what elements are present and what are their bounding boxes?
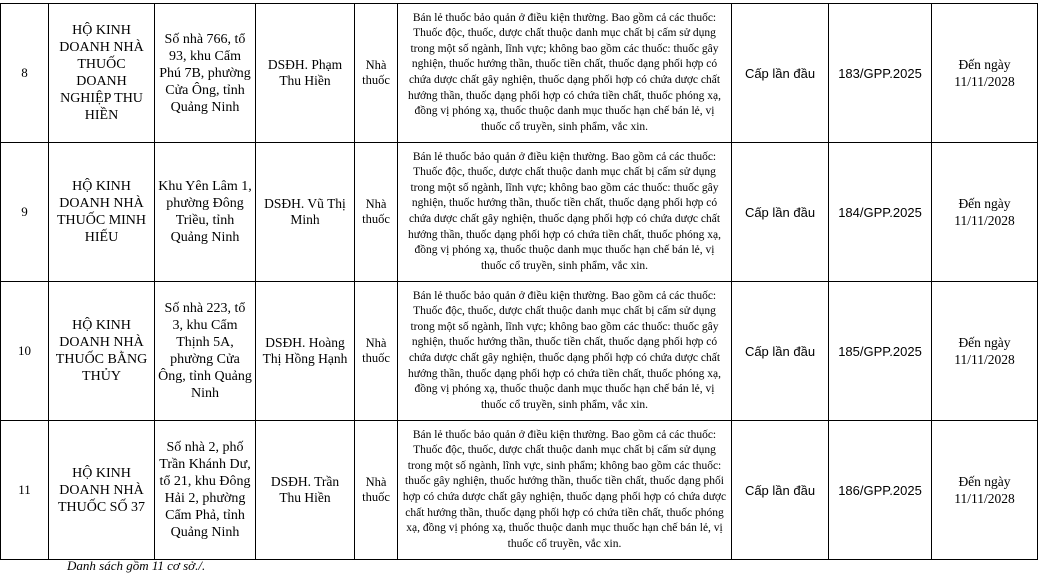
business-scope: Bán lẻ thuốc bảo quản ở điều kiện thường. Bao gồm cả các thuốc: Thuốc độc, thuốc, dược chất thuộc danh mục chất bị cấm sử dụng trong một số ngành, lĩnh vực; không bao gồm các thuốc: thuốc gây nghiện, thuốc hướng thần, thuốc tiền chất, thuốc dạng phối hợp có chứa dược chất gây nghiện, thuốc dạng phối hợp có chứa dược chất hướng thần, thuốc dạng phối hợp có chứa tiền chất, thuốc phóng xạ, đồng vị phóng xạ, thuốc thuộc danh mục thuốc hạn chế bán lẻ, vị thuốc cổ truyền, sinh phẩm, vắc xin. <box>398 4 732 143</box>
validity-date: Đến ngày 11/11/2028 <box>932 4 1038 143</box>
row-number: 9 <box>1 143 49 282</box>
issue-status: Cấp lần đầu <box>732 143 829 282</box>
business-scope: Bán lẻ thuốc bảo quản ở điều kiện thường. Bao gồm cả các thuốc: Thuốc độc, thuốc, dược chất thuộc danh mục chất bị cấm sử dụng trong một số ngành, lĩnh vực; không bao gồm các thuốc: thuốc gây nghiện, thuốc hướng thần, thuốc tiền chất, thuốc dạng phối hợp có chứa dược chất gây nghiện, thuốc dạng phối hợp có chứa dược chất hướng thần, thuốc dạng phối hợp có chứa tiền chất, thuốc phóng xạ, đồng vị phóng xạ, thuốc thuộc danh mục thuốc hạn chế bán lẻ, vị thuốc cổ truyền, sinh phẩm, vắc xin. <box>398 143 732 282</box>
issue-status: Cấp lần đầu <box>732 421 829 560</box>
table-row <box>1 4 1038 143</box>
table-row <box>1 421 1038 560</box>
business-address: Số nhà 766, tổ 93, khu Cẩm Phú 7B, phường Cửa Ông, tỉnh Quảng Ninh <box>155 4 256 143</box>
issue-status: Cấp lần đầu <box>732 282 829 421</box>
business-name: HỘ KINH DOANH NHÀ THUỐC BẰNG THỦY <box>49 282 155 421</box>
responsible-pharmacist: DSĐH. Vũ Thị Minh <box>256 143 355 282</box>
business-type: Nhà thuốc <box>355 282 398 421</box>
business-address: Số nhà 2, phố Trần Khánh Dư, tổ 21, khu Đông Hải 2, phường Cẩm Phả, tỉnh Quảng Ninh <box>155 421 256 560</box>
business-type: Nhà thuốc <box>355 143 398 282</box>
certificate-number: 184/GPP.2025 <box>829 143 932 282</box>
responsible-pharmacist: DSĐH. Phạm Thu Hiền <box>256 4 355 143</box>
business-scope: Bán lẻ thuốc bảo quản ở điều kiện thường. Bao gồm cả các thuốc: Thuốc độc, thuốc, dược chất thuộc danh mục chất bị cấm sử dụng trong một số ngành, lĩnh vực; không bao gồm các thuốc: thuốc gây nghiện, thuốc hướng thần, thuốc tiền chất, thuốc dạng phối hợp có chứa dược chất gây nghiện, thuốc dạng phối hợp có chứa dược chất hướng thần, thuốc dạng phối hợp có chứa tiền chất, thuốc phóng xạ, đồng vị phóng xạ, thuốc thuộc danh mục thuốc hạn chế bán lẻ, vị thuốc cổ truyền, sinh phẩm, vắc xin. <box>398 282 732 421</box>
table-row <box>1 143 1038 282</box>
certificate-number: 186/GPP.2025 <box>829 421 932 560</box>
business-address: Số nhà 223, tổ 3, khu Cẩm Thịnh 5A, phường Cửa Ông, tỉnh Quảng Ninh <box>155 282 256 421</box>
business-type: Nhà thuốc <box>355 421 398 560</box>
table-row <box>1 282 1038 421</box>
row-number: 10 <box>1 282 49 421</box>
business-scope: Bán lẻ thuốc bảo quản ở điều kiện thường. Bao gồm cả các thuốc: Thuốc độc, thuốc, dược chất thuộc danh mục chất bị cấm sử dụng trong một số ngành, lĩnh vực, sinh phẩm; không bao gồm các thuốc: thuốc gây nghiện, thuốc hướng thần, thuốc tiền chất, thuốc dạng phối hợp có chứa dược chất gây nghiện, thuốc dạng phối hợp có chứa dược chất hướng thần, thuốc dạng phối hợp có chứa tiền chất, thuốc phóng xạ, đồng vị phóng xạ, thuốc thuộc danh mục thuốc hạn chế bán lẻ, vị thuốc cổ truyền, vắc xin. <box>398 421 732 560</box>
issue-status: Cấp lần đầu <box>732 4 829 143</box>
validity-date: Đến ngày 11/11/2028 <box>932 143 1038 282</box>
business-name: HỘ KINH DOANH NHÀ THUỐC SỐ 37 <box>49 421 155 560</box>
pharmacy-license-table <box>0 3 1038 560</box>
business-name: HỘ KINH DOANH NHÀ THUỐC MINH HIẾU <box>49 143 155 282</box>
business-address: Khu Yên Lâm 1, phường Đông Triều, tỉnh Quảng Ninh <box>155 143 256 282</box>
business-name: HỘ KINH DOANH NHÀ THUỐC DOANH NGHIỆP THU HIỀN <box>49 4 155 143</box>
list-summary-note: Danh sách gồm 11 cơ sở./. <box>67 558 206 573</box>
row-number: 11 <box>1 421 49 560</box>
certificate-number: 183/GPP.2025 <box>829 4 932 143</box>
validity-date: Đến ngày 11/11/2028 <box>932 282 1038 421</box>
certificate-number: 185/GPP.2025 <box>829 282 932 421</box>
business-type: Nhà thuốc <box>355 4 398 143</box>
responsible-pharmacist: DSĐH. Hoàng Thị Hồng Hạnh <box>256 282 355 421</box>
validity-date: Đến ngày 11/11/2028 <box>932 421 1038 560</box>
row-number: 8 <box>1 4 49 143</box>
responsible-pharmacist: DSĐH. Trần Thu Hiền <box>256 421 355 560</box>
